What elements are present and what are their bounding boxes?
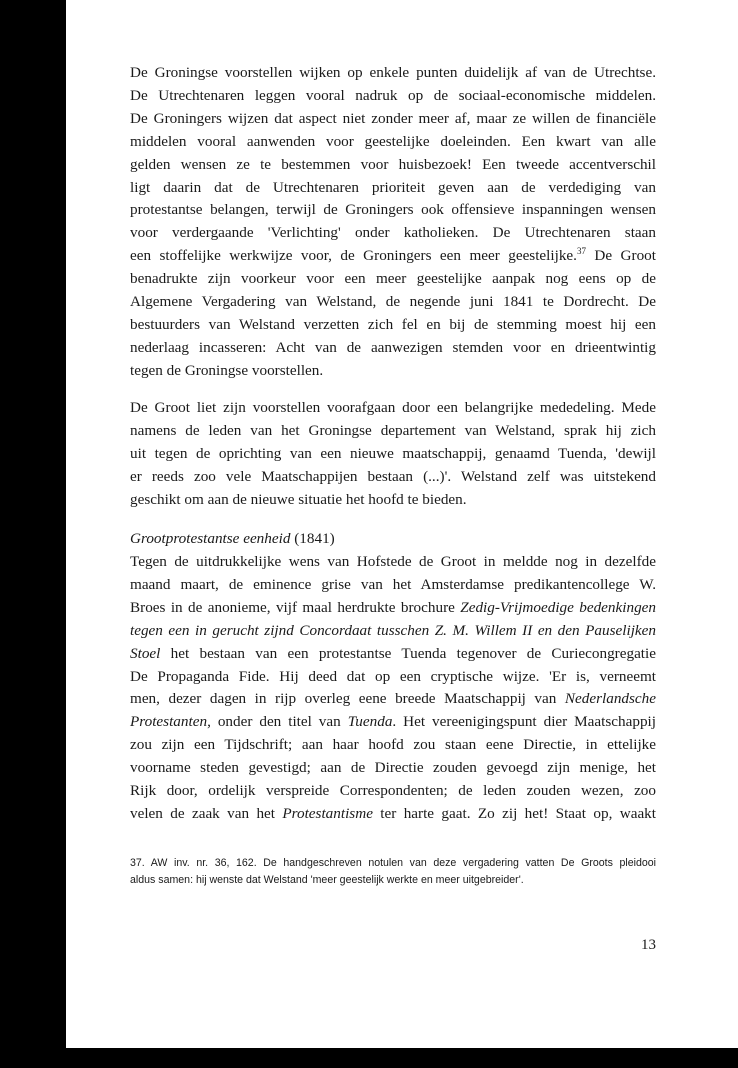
footnote-reference: 37: [576, 246, 586, 257]
emphasis: Protestantisme: [282, 804, 373, 822]
footnote-line: aldus samen: hij wenste dat Welstand 'meer geestelijk werkte en meer uitgebreider'.: [130, 874, 524, 886]
text-segment: men, dezer dagen in rijp overleg eene breede Maatschappij van: [130, 690, 565, 708]
text-line: [130, 711, 656, 734]
emphasis: Nederlandsche: [564, 690, 656, 708]
text-segment: Broes in de anonieme, vijf maal herdrukte brochure: [130, 598, 461, 616]
brochure-title: Stoel: [130, 644, 161, 662]
text-segment: een stoffelijke werkwijze voor, de Groningers een meer geestelijke.: [130, 247, 577, 265]
text-line: benadrukte zijn voorkeur voor een meer geestelijke aanpak nog eens op de: [130, 270, 656, 288]
text-line: De Groningers wijzen dat aspect niet zonder meer af, maar ze willen de financiële: [130, 109, 656, 127]
paragraph-tuenda: [130, 551, 656, 826]
text-line: voorname steden gevestigd; aan de Directie zouden gevoegd zijn menige, het: [130, 759, 656, 777]
text-line: middelen vooral aanwenden voor geestelijke doeleinden. Een kwart van alle: [130, 132, 656, 150]
footnote-line: 37. AW inv. nr. 36, 162. De handgeschreven notulen van deze vergadering vatten De Groots pleidooi: [130, 857, 656, 869]
section-heading-year: (1841): [294, 530, 335, 547]
text-segment: velen de zaak van het: [130, 804, 283, 822]
text-line: uit tegen de oprichting van een nieuwe maatschappij, genaamd Tuenda, 'dewijl: [130, 444, 656, 462]
section-heading: [130, 528, 656, 551]
text-segment: De Groot: [594, 247, 656, 265]
text-line: De Propaganda Fide. Hij deed dat op een cryptische wijze. 'Er is, verneemt: [130, 667, 656, 685]
paragraph-de-groot-mededeling: [130, 397, 656, 512]
text-line: maand maart, de eminence grise van het Amsterdamse predikantencollege W.: [130, 575, 656, 593]
text-segment: . Het vereenigingspunt dier Maatschappij: [392, 713, 656, 731]
text-line: [130, 688, 656, 711]
text-line: [130, 597, 656, 620]
text-segment: , onder den titel van: [207, 713, 348, 731]
text-line: Algemene Vergadering van Welstand, de negende juni 1841 te Dordrecht. De: [130, 293, 656, 311]
text-line: gelden wensen ze te bestemmen voor huisbezoek! Een tweede accentverschil: [130, 155, 656, 173]
emphasis: Protestanten: [130, 713, 208, 731]
text-line: protestantse belangen, terwijl de Groningers ook offensieve inspanningen wensen: [130, 201, 656, 219]
text-line: zou zijn een Tijdschrift; aan haar hoofd zou staan eene Directie, in ettelijke: [130, 736, 656, 754]
page-number: 13: [641, 937, 656, 953]
text-segment: het bestaan van een protestantse Tuenda tegenover de Curiecongregatie: [160, 644, 656, 662]
emphasis: Tuenda: [347, 713, 393, 731]
brochure-title: Zedig-Vrijmoedige bedenkingen: [460, 598, 656, 616]
text-line: [130, 803, 656, 826]
scan-border-bottom: [66, 1048, 738, 1068]
text-line: Rijk door, ordelijk verspreide Correspondenten; de leden zouden wezen, zoo: [130, 782, 656, 800]
text-line: [130, 643, 656, 666]
text-line: [130, 245, 656, 268]
text-line: [130, 620, 656, 643]
text-line: ligt daarin dat de Utrechtenaren prioriteit geven aan de verdediging van: [130, 178, 656, 196]
text-line: nederlaag incasseren: Acht van de aanwezigen stemden voor en drieentwintig: [130, 338, 656, 356]
text-line: voor verdergaande 'Verlichting' onder katholieken. De Utrechtenaren staan: [130, 224, 656, 242]
text-line: er reeds zoo vele Maatschappijen bestaan (...)'. Welstand zelf was uitstekend: [130, 467, 656, 485]
text-line: De Groot liet zijn voorstellen voorafgaan door een belangrijke mededeling. Mede: [130, 399, 656, 416]
brochure-title: tegen een in gerucht zijnd Concordaat tusschen Z. M. Willem II en den Pauselijken: [130, 621, 656, 639]
footnote-37: [130, 855, 656, 889]
text-segment: ter harte gaat. Zo zij het! Staat op, waakt: [372, 804, 656, 822]
text-line: bestuurders van Welstand verzetten zich fel en bij de stemming moest hij een: [130, 315, 656, 333]
section-heading-title: Grootprotestantse eenheid: [130, 530, 291, 547]
text-line: geschikt om aan de nieuwe situatie het hoofd te bieden.: [130, 490, 467, 508]
text-line: De Groningse voorstellen wijken op enkele punten duidelijk af van de Utrechtse.: [130, 64, 656, 81]
text-line: namens de leden van het Groningse departement van Welstand, sprak hij zich: [130, 421, 656, 439]
text-line: tegen de Groningse voorstellen.: [130, 361, 324, 379]
paragraph-groningse-voorstellen: [130, 62, 656, 383]
text-line: Tegen de uitdrukkelijke wens van Hofstede de Groot in meldde nog in dezelfde: [130, 553, 656, 570]
text-line: De Utrechtenaren leggen vooral nadruk op de sociaal-economische middelen.: [130, 86, 656, 104]
scan-border-left: [0, 0, 66, 1068]
